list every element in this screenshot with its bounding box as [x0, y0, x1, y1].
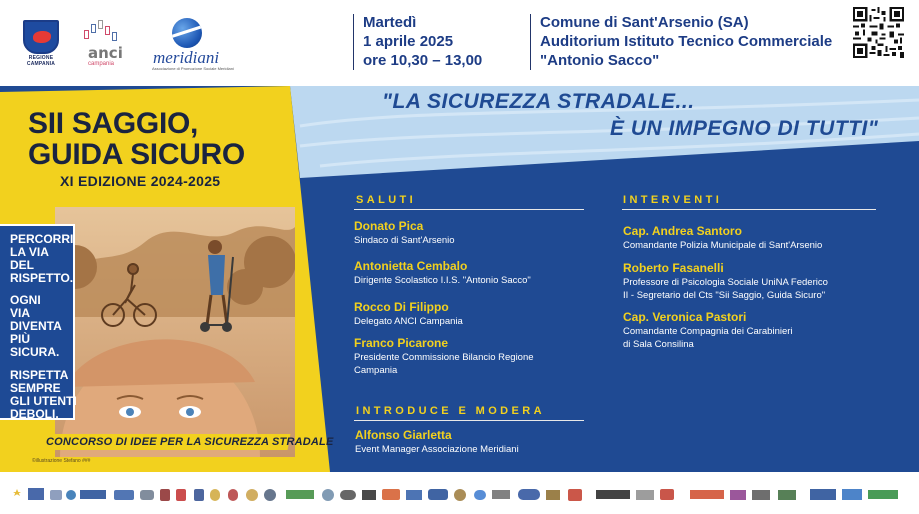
section-divider: [622, 209, 876, 210]
introduce-heading: INTRODUCE E MODERA: [356, 405, 545, 417]
speaker-alfonso-giarletta: [355, 428, 519, 456]
section-divider: [354, 420, 584, 421]
campaign-title-line-1: SII SAGGIO,: [28, 107, 199, 140]
side-message-line: SICURA.: [10, 345, 60, 359]
slogan-line-1: "LA SICUREZZA STRADALE...: [382, 90, 695, 113]
speaker-antonietta-cembalo: [354, 259, 531, 287]
side-message-line: SEMPRE: [10, 381, 61, 395]
meridiani-subtitle: Associazione di Promozione Sociale Meridiani: [152, 66, 234, 71]
event-time: ore 10,30 – 13,00: [363, 52, 483, 69]
side-message-line: RISPETTO.: [10, 271, 74, 285]
speaker-role: Professore di Psicologia Sociale UniNA Federico: [623, 277, 828, 288]
speaker-name: Rocco Di Filippo: [354, 300, 449, 314]
speaker-name: Cap. Andrea Santoro: [623, 224, 742, 238]
speaker-name: Franco Picarone: [354, 336, 449, 350]
side-message-line: DIVENTA: [10, 319, 62, 333]
illustration-credit: ©illustrazione Stefano ###: [32, 458, 91, 464]
speaker-roberto-fasanelli: [623, 261, 828, 302]
qr-code-icon[interactable]: [853, 7, 904, 58]
anci-wordmark: anci: [88, 44, 123, 62]
side-message-line: RISPETTA: [10, 368, 69, 382]
speaker-role: di Sala Consilina: [623, 339, 694, 350]
side-message-line: OGNI: [10, 293, 41, 307]
regione-shield-icon: [23, 20, 59, 54]
side-message-line: PIÙ: [10, 332, 31, 346]
speaker-role: Event Manager Associazione Meridiani: [355, 444, 519, 455]
side-message-line: LA VIA: [10, 245, 49, 259]
campaign-title: [28, 108, 245, 170]
side-message-line: DEL: [10, 258, 34, 272]
speaker-donato-pica: [354, 219, 455, 247]
event-venue: [540, 13, 832, 70]
side-message-1: [10, 233, 73, 285]
speaker-andrea-santoro: [623, 224, 822, 252]
side-message-line: GLI UTENTI: [10, 394, 77, 408]
edition-label: XI EDIZIONE 2024-2025: [60, 173, 221, 189]
speaker-name: Antonietta Cembalo: [354, 259, 468, 273]
venue-line-3: "Antonio Sacco": [540, 52, 660, 69]
speaker-role: Campania: [354, 365, 398, 376]
event-day: Martedì: [363, 14, 417, 31]
side-message-line: VIA: [10, 306, 31, 320]
speaker-name: Roberto Fasanelli: [623, 261, 724, 275]
header-divider: [353, 14, 354, 70]
venue-line-2: Auditorium Istituto Tecnico Commerciale: [540, 33, 833, 50]
speaker-name: Cap. Veronica Pastori: [623, 310, 747, 324]
speaker-role: Dirigente Scolastico I.I.S. "Antonio Sacco": [354, 275, 531, 286]
meridiani-wordmark: meridiani: [153, 48, 220, 67]
slogan-line-2: È UN IMPEGNO DI TUTTI": [610, 117, 879, 140]
speaker-franco-picarone: [354, 336, 534, 377]
speaker-role: II - Segretario del Cts "Sii Saggio, Guida Sicuro": [623, 290, 826, 301]
speaker-role: Presidente Commissione Bilancio Regione: [354, 352, 534, 363]
sponsor-logos-strip: [0, 472, 919, 514]
anci-campania-logo: [80, 18, 126, 68]
side-message-line: DEBOLI.: [10, 407, 59, 421]
meridiani-logo: [150, 18, 234, 71]
speaker-name: Alfonso Giarletta: [355, 428, 452, 442]
globe-icon: [172, 18, 202, 48]
side-message-2: [10, 294, 62, 359]
side-message-line: PERCORRI: [10, 232, 74, 246]
speaker-role: Comandante Compagnia dei Carabinieri: [623, 326, 793, 337]
sponsor-logo-row: [0, 472, 919, 514]
speaker-veronica-pastori: [623, 310, 793, 351]
speaker-role: Comandante Polizia Municipale di Sant'Arsenio: [623, 240, 823, 251]
campaign-illustration: [55, 207, 295, 457]
anci-buildings-icon: [84, 20, 118, 46]
venue-line-1: Comune di Sant'Arsenio (SA): [540, 14, 749, 31]
speaker-role: Sindaco di Sant'Arsenio: [354, 235, 455, 246]
speaker-rocco-di-filippo: [354, 300, 463, 328]
interventi-heading: INTERVENTI: [623, 194, 723, 206]
speaker-role: Delegato ANCI Campania: [354, 316, 463, 327]
contest-label: CONCORSO DI IDEE PER LA SICUREZZA STRADALE: [46, 436, 334, 448]
event-date-value: 1 aprile 2025: [363, 33, 454, 50]
side-message-3: [10, 369, 77, 421]
event-date: [363, 13, 482, 70]
campaign-title-line-2: GUIDA SICURO: [28, 138, 245, 171]
section-divider: [354, 209, 584, 210]
anci-region: campania: [88, 61, 115, 67]
regione-caption: REGIONE CAMPANIA: [26, 55, 56, 67]
header-divider: [530, 14, 531, 70]
event-header: [0, 0, 919, 86]
speaker-name: Donato Pica: [354, 219, 424, 233]
saluti-heading: SALUTI: [356, 194, 417, 206]
regione-campania-logo: [18, 18, 64, 66]
